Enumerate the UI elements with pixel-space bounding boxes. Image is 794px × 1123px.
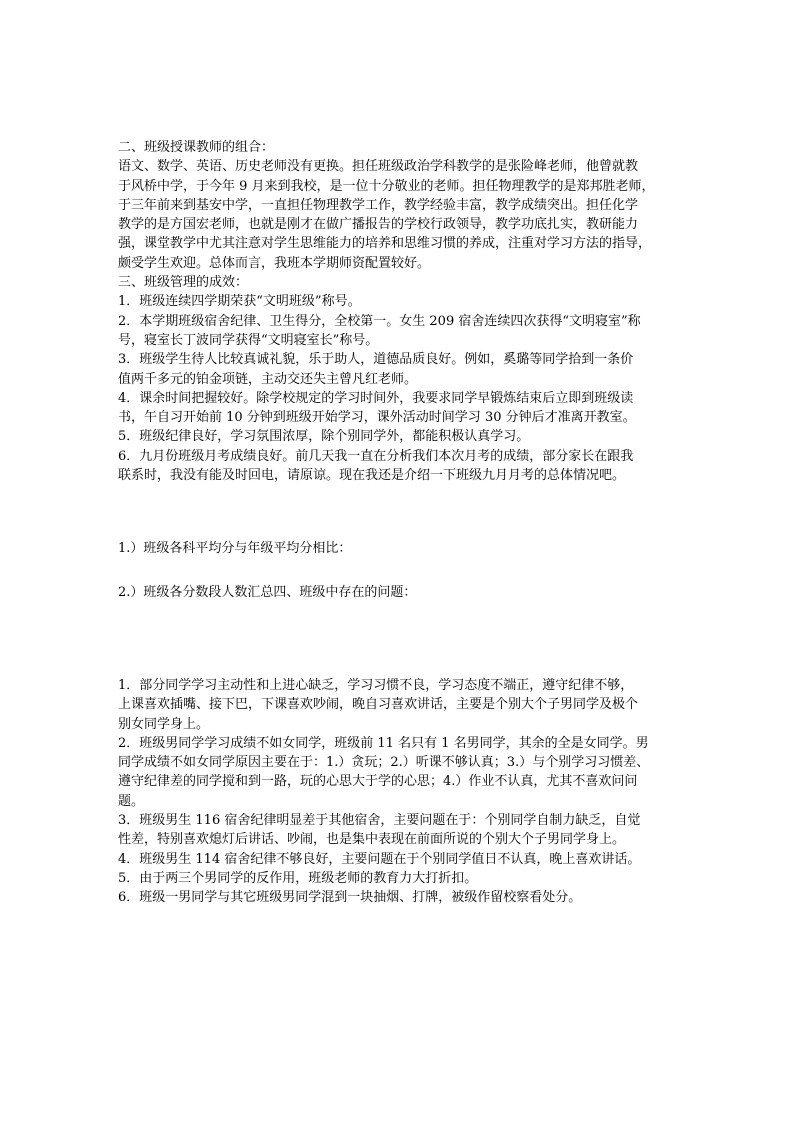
problem-line: 1．部分同学学习主动性和上进心缺乏，学习习惯不良，学习态度不端正，遵守纪律不够， bbox=[118, 677, 634, 693]
problem-line: 同学成绩不如女同学原因主要在于：1.）贪玩；2.）听课不够认真；3.）与个别学习习惯差、 bbox=[118, 755, 650, 771]
problem-line: 遵守纪律差的同学搅和到一路，玩的心思大于学的心思；4.）作业不认真，尤其不喜欢问问 bbox=[118, 774, 638, 790]
problem-line: 上课喜欢插嘴、接下巴，下课喜欢吵闹，晚自习喜欢讲话，主要是个别大个子男同学及极个 bbox=[118, 697, 639, 713]
problem-line: 2．班级男同学学习成绩不如女同学，班级前 11 名只有 1 名男同学，其余的全是女同学。男 bbox=[118, 735, 649, 751]
section2-line: 强，课堂教学中尤其注意对学生思维能力的培养和思维习惯的养成，注重对学习方法的指导， bbox=[118, 236, 652, 252]
problem-line: 4．班级男生 114 宿舍纪律不够良好，主要问题在于个别同学值日不认真，晚上喜欢讲话。 bbox=[118, 851, 641, 867]
item-average-comparison: 1.）班级各科平均分与年级平均分相比： bbox=[118, 541, 352, 557]
problem-line: 5．由于两三个男同学的反作用，班级老师的教育力大打折扣。 bbox=[118, 870, 478, 886]
section3-line: 号，寝室长丁波同学获得“文明寝室长”称号。 bbox=[118, 332, 379, 348]
section3-line: 1．班级连续四学期荣获“文明班级”称号。 bbox=[118, 294, 361, 310]
section2-line: 颇受学生欢迎。总体而言，我班本学期师资配置较好。 bbox=[118, 255, 431, 271]
section2-line: 于三年前来到基安中学，一直担任物理教学工作，教学经验丰富，教学成绩突出。担任化学 bbox=[118, 197, 639, 213]
section3-line: 5．班级纪律良好，学习氛围浓厚，除个别同学外，都能积极认真学习。 bbox=[118, 429, 530, 445]
section3-line: 联系时，我没有能及时回电，请原谅。现在我还是介绍一下班级九月月考的总体情况吧。 bbox=[118, 468, 626, 484]
section2-line: 教学的是方国宏老师，也就是刚才在做广播报告的学校行政领导，教学功底扎实，教研能力 bbox=[118, 217, 639, 233]
problem-line: 3．班级男生 116 宿舍纪律明显差于其他宿舍，主要问题在于：个别同学自制力缺乏，自觉 bbox=[118, 813, 641, 829]
section3-line: 3．班级学生待人比较真诚礼貌，乐于助人，道德品质良好。例如，奚璐等同学拾到一条价 bbox=[118, 352, 634, 368]
spacer bbox=[118, 485, 678, 539]
section3-line: 2．本学期班级宿舍纪律、卫生得分，全校第一。女生 209 宿舍连续四次获得“文明寝室”称 bbox=[118, 313, 641, 329]
document-page bbox=[118, 138, 678, 908]
section2-line: 语文、数学、英语、历史老师没有更换。担任班级政治学科教学的是张险峰老师，他曾就教 bbox=[118, 159, 639, 175]
section3-line: 值两千多元的铂金项链，主动交还失主曾凡红老师。 bbox=[118, 371, 418, 387]
problem-line: 别女同学身上。 bbox=[118, 716, 210, 732]
problem-line: 性差，特别喜欢熄灯后讲话、吵闹，也是集中表现在前面所说的个别大个子男同学身上。 bbox=[118, 832, 626, 848]
problem-line: 题。 bbox=[118, 793, 145, 809]
section2-heading: 二、班级授课教师的组合： bbox=[118, 140, 275, 155]
section3-line: 6．九月份班级月考成绩良好。前几天我一直在分析我们本次月考的成绩，部分家长在跟我 bbox=[118, 448, 634, 464]
item-score-bands: 2.）班级各分数段人数汇总四、班级中存在的问题： bbox=[118, 584, 417, 600]
spacer bbox=[118, 602, 678, 676]
section3-line: 书，午自习开始前 10 分钟到班级开始学习，课外活动时间学习 30 分钟后才准离开教室。 bbox=[118, 410, 636, 426]
section3-heading: 三、班级管理的成效： bbox=[118, 275, 249, 291]
problem-line: 6．班级一男同学与其它班级男同学混到一块抽烟、打牌，被级作留校察看处分。 bbox=[118, 890, 582, 906]
section3-line: 4．课余时间把握较好。除学校规定的学习时间外，我要求同学早锻炼结束后立即到班级读 bbox=[118, 390, 634, 406]
section2-line: 于风桥中学，于今年 9 月来到我校，是一位十分敬业的老师。担任物理教学的是郑邦胜老师， bbox=[118, 178, 655, 194]
spacer bbox=[118, 559, 678, 583]
